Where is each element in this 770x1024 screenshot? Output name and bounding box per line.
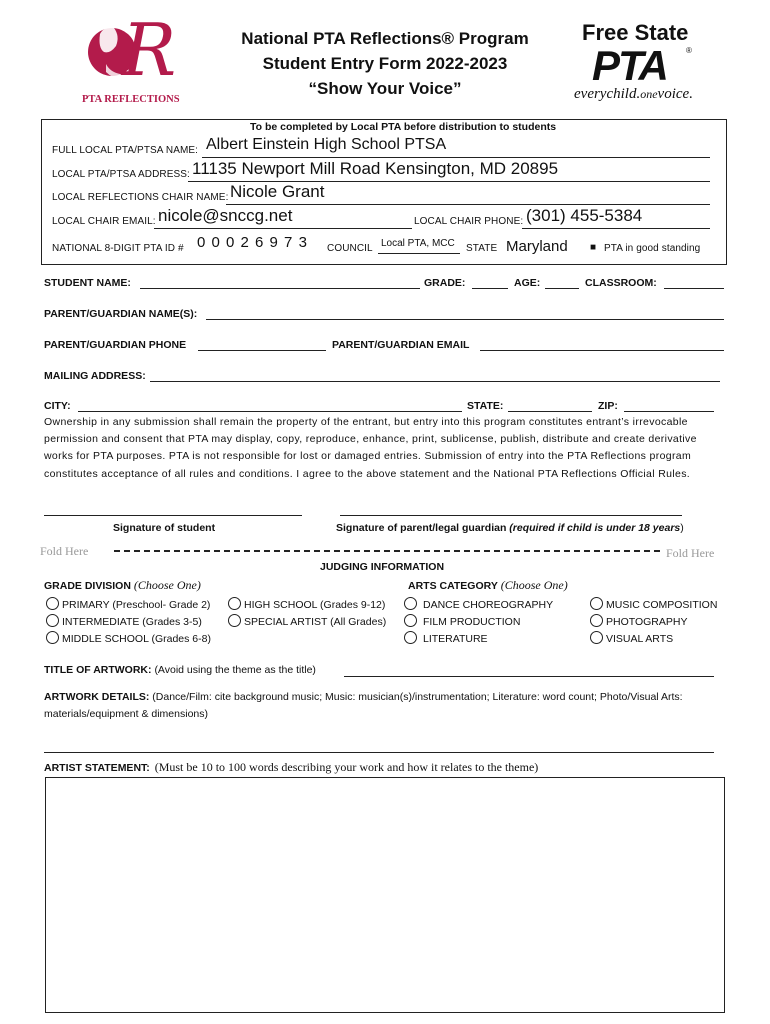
- guardian-phone-label: PARENT/GUARDIAN PHONE: [44, 339, 187, 351]
- artwork-title-note: (Avoid using the theme as the title): [154, 664, 316, 676]
- student-signature-line[interactable]: [44, 515, 302, 516]
- arts-option-label: MUSIC COMPOSITION: [606, 599, 718, 611]
- judging-heading: JUDGING INFORMATION: [320, 561, 445, 573]
- grade-option-label: HIGH SCHOOL (Grades 9-12): [244, 599, 386, 611]
- artwork-title-label: TITLE OF ARTWORK:: [44, 664, 152, 676]
- email-field[interactable]: nicole@snccg.net: [158, 206, 293, 225]
- grade-division-label: GRADE DIVISION: [44, 580, 131, 592]
- standing-label: PTA in good standing: [604, 243, 701, 254]
- mailing-field[interactable]: [150, 381, 720, 382]
- fold-line: [114, 550, 660, 552]
- radio-circle-icon: [404, 614, 417, 627]
- arts-option-literature[interactable]: [404, 631, 488, 645]
- artwork-details: [44, 689, 724, 723]
- artist-statement-label: ARTIST STATEMENT:: [44, 762, 150, 774]
- title-line1: National PTA Reflections® Program: [241, 29, 529, 48]
- parent-signature-label: [336, 522, 684, 534]
- radio-circle-icon: [590, 597, 603, 610]
- pta-reflections-logo: [80, 8, 180, 106]
- radio-circle-icon: [46, 597, 59, 610]
- logo-r-mark: R: [122, 8, 177, 92]
- student-name-field[interactable]: [140, 288, 420, 289]
- city-field[interactable]: [78, 411, 462, 412]
- arts-option-music[interactable]: [590, 597, 717, 611]
- artist-statement-box[interactable]: [45, 777, 725, 1013]
- logo-caption: PTA REFLECTIONS: [82, 94, 180, 105]
- pta-name-field[interactable]: Albert Einstein High School PTSA: [206, 136, 447, 153]
- state-field[interactable]: [508, 411, 592, 412]
- fold-here-right: Fold Here: [666, 546, 715, 560]
- guardian-field[interactable]: [206, 319, 724, 320]
- grade-field[interactable]: [472, 288, 508, 289]
- arts-option-dance[interactable]: [404, 597, 553, 611]
- parent-signature-text: Signature of parent/legal guardian: [336, 522, 507, 534]
- phone-label: LOCAL CHAIR PHONE:: [414, 216, 524, 227]
- title-line3: “Show Your Voice”: [308, 79, 462, 98]
- arts-category-note: (Choose One): [500, 578, 568, 592]
- radio-circle-icon: [228, 597, 241, 610]
- logo-reg: ®: [686, 46, 692, 55]
- council-field[interactable]: Local PTA, MCC: [381, 238, 455, 249]
- grade-option-high[interactable]: [228, 597, 385, 611]
- grade-option-intermediate[interactable]: [46, 614, 202, 628]
- arts-category-label: ARTS CATEGORY: [408, 580, 498, 592]
- grade-option-primary[interactable]: [46, 597, 210, 611]
- form-title: [200, 26, 570, 101]
- grade-option-label: PRIMARY (Preschool- Grade 2): [62, 599, 211, 611]
- arts-category-heading: [408, 578, 568, 593]
- pta-id-field[interactable]: 0 0 0 2 6 9 7 3: [197, 234, 308, 251]
- arts-option-visual[interactable]: [590, 631, 673, 645]
- phone-field[interactable]: (301) 455-5384: [526, 206, 643, 225]
- chair-field[interactable]: Nicole Grant: [230, 182, 325, 201]
- logo-free-state: Free State: [582, 20, 689, 45]
- artwork-details-text: (Dance/Film: cite background music; Music: musician(s)/instrumentation; Literature: word count; Photo/Visual Arts: materials/equipment & dimensions): [44, 691, 683, 720]
- student-signature-label: Signature of student: [113, 522, 216, 534]
- radio-circle-icon: [404, 597, 417, 610]
- artwork-title-row: [44, 664, 316, 676]
- tagline-one: one: [640, 87, 658, 101]
- grade-option-middle[interactable]: [46, 631, 211, 645]
- radio-circle-icon: [590, 631, 603, 644]
- artist-statement-row: [44, 760, 538, 775]
- artwork-title-field[interactable]: [344, 676, 714, 677]
- title-line2: Student Entry Form 2022-2023: [262, 54, 508, 73]
- arts-option-label: VISUAL ARTS: [606, 633, 674, 645]
- student-name-label: STUDENT NAME:: [44, 277, 131, 289]
- radio-circle-icon: [590, 614, 603, 627]
- arts-option-label: LITERATURE: [423, 633, 488, 645]
- guardian-label: PARENT/GUARDIAN NAME(S):: [44, 308, 198, 320]
- artist-statement-note: (Must be 10 to 100 words describing your work and how it relates to the theme): [154, 760, 539, 774]
- grade-division-note: (Choose One): [133, 578, 201, 592]
- parent-signature-line[interactable]: [340, 515, 682, 516]
- tagline-every: everychild.: [574, 86, 641, 102]
- logo-pta: PTA: [592, 42, 667, 89]
- fold-here-left: Fold Here: [40, 544, 89, 558]
- guardian-email-field[interactable]: [480, 350, 724, 351]
- artwork-details-label: ARTWORK DETAILS:: [44, 691, 150, 703]
- arts-option-film[interactable]: [404, 614, 520, 628]
- logo-tagline: [574, 86, 693, 103]
- state-field-local[interactable]: Maryland: [506, 238, 568, 255]
- age-label: AGE:: [514, 277, 541, 289]
- zip-field[interactable]: [624, 411, 714, 412]
- arts-option-label: FILM PRODUCTION: [423, 616, 521, 628]
- pta-id-label: NATIONAL 8-DIGIT PTA ID #: [52, 243, 184, 254]
- classroom-label: CLASSROOM:: [585, 277, 657, 289]
- grade-option-label: INTERMEDIATE (Grades 3-5): [62, 616, 202, 628]
- classroom-field[interactable]: [664, 288, 724, 289]
- council-label: COUNCIL: [327, 243, 373, 254]
- parent-signature-close: ): [680, 522, 684, 534]
- arts-option-label: DANCE CHOREOGRAPHY: [423, 599, 554, 611]
- guardian-email-label: PARENT/GUARDIAN EMAIL: [332, 339, 470, 351]
- state-label: STATE:: [467, 400, 504, 412]
- zip-label: ZIP:: [598, 400, 618, 412]
- email-label: LOCAL CHAIR EMAIL:: [52, 216, 156, 227]
- free-state-pta-logo: [574, 20, 714, 108]
- grade-label: GRADE:: [424, 277, 466, 289]
- address-label: LOCAL PTA/PTSA ADDRESS:: [52, 169, 190, 180]
- radio-circle-icon: [228, 614, 241, 627]
- chair-label: LOCAL REFLECTIONS CHAIR NAME:: [52, 192, 229, 203]
- radio-circle-icon: [46, 614, 59, 627]
- tagline-voice: voice.: [657, 86, 693, 102]
- mailing-label: MAILING ADDRESS:: [44, 370, 146, 382]
- consent-text: Ownership in any submission shall remain the property of the entrant, but entry into this program constitutes entrant’s irrevocable permission and consent that PTA may display, copy, reproduce, enhance, print, sublicense, publish, distribute and create derivative works for PTA purposes. PTA is not responsible for lost or damaged entries. Submission of entry into the PTA Reflections program constitutes acceptance of all rules and conditions. I agree to the above statement and the National PTA Reflections Official Rules.: [44, 416, 697, 480]
- grade-division-heading: [44, 578, 201, 593]
- age-field[interactable]: [545, 288, 579, 289]
- grade-option-special[interactable]: [228, 614, 386, 628]
- state-label-local: STATE: [466, 243, 498, 254]
- arts-option-photography[interactable]: [590, 614, 688, 628]
- artwork-details-field[interactable]: [44, 752, 714, 753]
- pta-name-label: FULL LOCAL PTA/PTSA NAME:: [52, 145, 199, 156]
- local-box-heading: To be completed by Local PTA before distribution to students: [250, 121, 557, 133]
- radio-circle-icon: [404, 631, 417, 644]
- standing-checkbox[interactable]: ■: [590, 242, 597, 253]
- city-label: CITY:: [44, 400, 71, 412]
- address-field[interactable]: 11135 Newport Mill Road Kensington, MD 20895: [192, 159, 559, 178]
- parent-signature-note: (required if child is under 18 years: [509, 522, 681, 534]
- grade-option-label: SPECIAL ARTIST (All Grades): [244, 616, 387, 628]
- arts-option-label: PHOTOGRAPHY: [606, 616, 688, 628]
- grade-option-label: MIDDLE SCHOOL (Grades 6-8): [62, 633, 211, 645]
- guardian-phone-field[interactable]: [198, 350, 326, 351]
- radio-circle-icon: [46, 631, 59, 644]
